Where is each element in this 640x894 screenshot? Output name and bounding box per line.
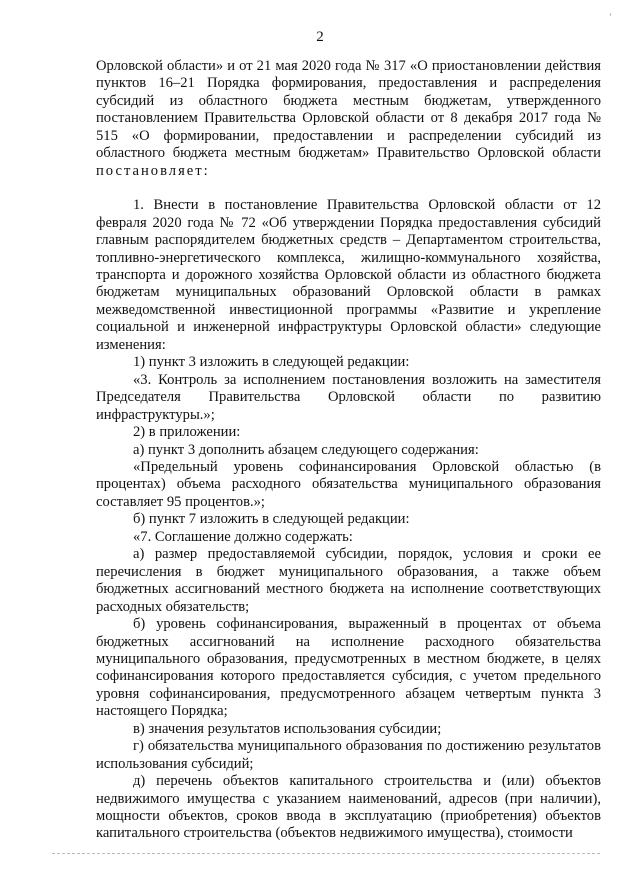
document-body — [96, 58, 601, 843]
agreement-item-g-paragraph: г) обязательства муниципального образования по достижению результатов использования субсидий; — [96, 738, 601, 772]
agreement-item-v-paragraph: в) значения результатов использования субсидии; — [133, 720, 442, 737]
agreement-item-b-paragraph: б) уровень софинансирования, выраженный в процентах от объема бюджетных ассигнований на исполнение расходного обязательства муниципального образования, предусмотренных в местном бюджете, в целях софинансирования которого предоставляется субсидия, с учетом предельного уровня софинансирования, предусмотренного абзацем четвертым пункта 3 настоящего Порядка; — [96, 616, 601, 720]
bottom-scan-rule — [52, 853, 600, 854]
clause-1-paragraph: 1. Внести в постановление Правительства Орловской области от 12 февраля 2020 года № 72 «Об утверждении Порядка предоставления субсидий главным распорядителем бюджетных средств – Департаментом строительства, топливно-энергетического комплекса, жилищно-коммунального хозяйства, транспорта и дорожного хозяйства Орловской области из областного бюджета бюджетам муниципальных образований Орловской области в рамках межведомственной инвестиционной программы «Развитие и укрепление социальной и инженерной инфраструктуры Орловской области» следующие изменения: — [96, 197, 601, 353]
subclause-2-paragraph: 2) в приложении: — [133, 424, 241, 441]
quoted-clause-3-paragraph: «3. Контроль за исполнением постановления возложить на заместителя Председателя Правительства Орловской области по развитию инфраструктуры.»; — [96, 371, 601, 423]
item-a-paragraph: а) пункт 3 дополнить абзацем следующего содержания: — [133, 441, 479, 458]
corner-scan-mark: ʼ — [609, 12, 612, 22]
agreement-item-a-paragraph: а) размер предоставляемой субсидии, порядок, условия и сроки ее перечисления в бюджет муниципального образования, а также объем бюджетных ассигнований местного бюджета на исполнение соответствующих расходных обязательств; — [96, 546, 601, 615]
preamble-paragraph: Орловской области» и от 21 мая 2020 года № 317 «О приостановлении действия пунктов 16–21 Порядка формирования, предоставления и распределения субсидий из областного бюджета местным бюджетам, утвержденного постановлением Правительства Орловской области от 8 декабря 2017 года № 515 «О формировании, предоставлении и распределении субсидий из областного бюджета местным бюджетам» Правительство Орловской области постановляет: — [96, 58, 601, 179]
decree-word: постановляет: — [96, 162, 210, 179]
agreement-item-d-paragraph: д) перечень объектов капитального строительства и (или) объектов недвижимого имущества с указанием наименований, адресов (при наличии), мощности объектов, сроков ввода в эксплуатацию (приобретения) объектов капитального строительства (объектов недвижимого имущества), стоимости — [96, 773, 601, 842]
item-b-paragraph: б) пункт 7 изложить в следующей редакции: — [133, 511, 410, 528]
page-number: 2 — [316, 29, 324, 45]
quoted-clause-7-paragraph: «7. Соглашение должно содержать: — [133, 528, 353, 545]
subclause-1-paragraph: 1) пункт 3 изложить в следующей редакции: — [133, 354, 410, 371]
cofinancing-level-paragraph: «Предельный уровень софинансирования Орловской областью (в процентах) объема расходного обязательства муниципального образования составляет 95 процентов.»; — [96, 458, 601, 510]
